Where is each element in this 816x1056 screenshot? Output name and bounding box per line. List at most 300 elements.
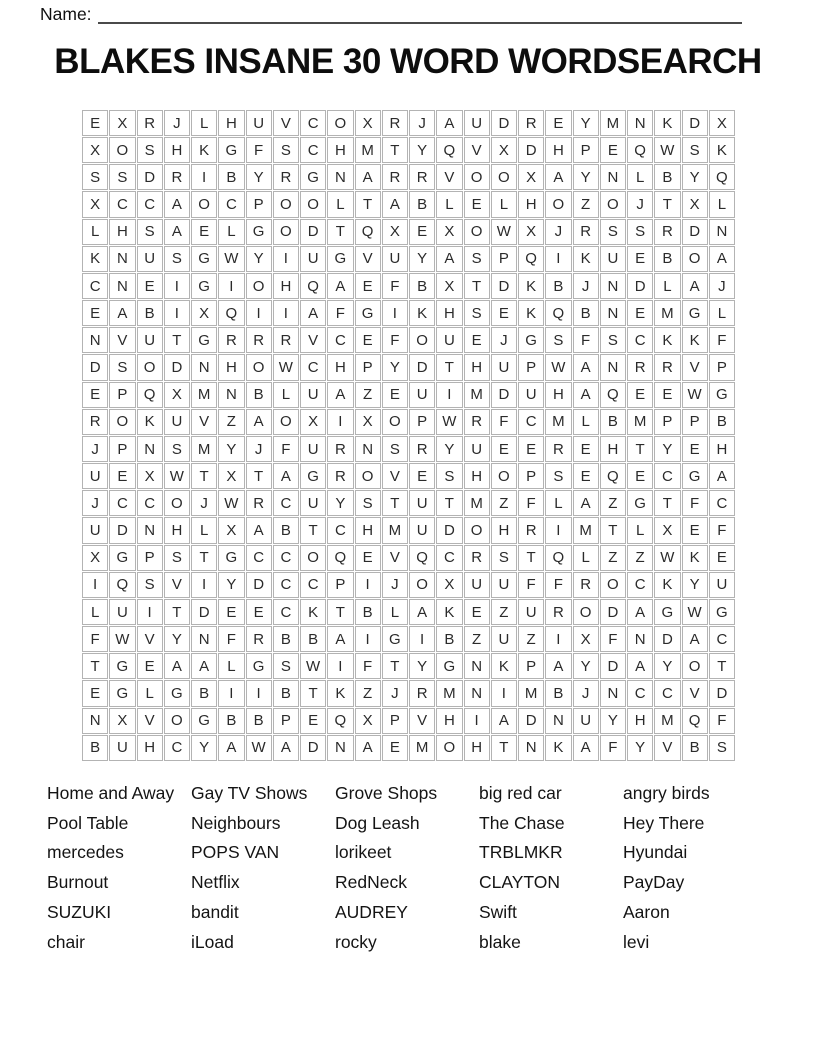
grid-cell: G	[218, 545, 244, 571]
grid-cell: E	[409, 463, 435, 489]
grid-cell: X	[355, 708, 381, 734]
grid-cell: T	[355, 191, 381, 217]
grid-cell: C	[654, 463, 680, 489]
grid-cell: H	[355, 517, 381, 543]
grid-cell: H	[709, 436, 735, 462]
grid-cell: W	[682, 599, 708, 625]
grid-cell: H	[218, 354, 244, 380]
grid-cell: K	[409, 300, 435, 326]
grid-cell: F	[709, 708, 735, 734]
grid-cell: S	[137, 137, 163, 163]
grid-cell: Z	[355, 382, 381, 408]
grid-cell: W	[436, 409, 462, 435]
grid-cell: B	[436, 626, 462, 652]
grid-cell: Y	[218, 572, 244, 598]
grid-cell: O	[246, 273, 272, 299]
grid-cell: X	[654, 517, 680, 543]
grid-cell: B	[191, 680, 217, 706]
grid-cell: Y	[654, 436, 680, 462]
grid-cell: Y	[682, 572, 708, 598]
grid-cell: P	[137, 545, 163, 571]
grid-cell: K	[327, 680, 353, 706]
grid-cell: Y	[246, 246, 272, 272]
grid-cell: A	[627, 599, 653, 625]
grid-cell: P	[273, 708, 299, 734]
grid-cell: Q	[409, 545, 435, 571]
word-list-item: chair	[47, 931, 85, 952]
grid-cell: E	[654, 382, 680, 408]
grid-cell: Y	[627, 735, 653, 761]
grid-cell: I	[82, 572, 108, 598]
grid-cell: K	[545, 735, 571, 761]
grid-cell: C	[273, 490, 299, 516]
grid-cell: N	[82, 327, 108, 353]
grid-cell: I	[273, 300, 299, 326]
grid-cell: U	[409, 490, 435, 516]
grid-cell: A	[409, 599, 435, 625]
grid-cell: P	[573, 137, 599, 163]
grid-cell: V	[137, 708, 163, 734]
grid-cell: R	[573, 219, 599, 245]
grid-cell: H	[436, 708, 462, 734]
grid-cell: L	[436, 191, 462, 217]
grid-cell: O	[109, 409, 135, 435]
grid-cell: O	[545, 191, 571, 217]
grid-cell: D	[246, 572, 272, 598]
grid-cell: N	[600, 164, 626, 190]
grid-cell: M	[545, 409, 571, 435]
grid-cell: V	[682, 354, 708, 380]
grid-cell: Z	[518, 626, 544, 652]
grid-cell: Q	[709, 164, 735, 190]
grid-cell: E	[627, 300, 653, 326]
grid-cell: D	[518, 708, 544, 734]
grid-cell: L	[573, 409, 599, 435]
grid-cell: P	[518, 653, 544, 679]
grid-cell: S	[545, 327, 571, 353]
grid-cell: B	[273, 517, 299, 543]
grid-cell: A	[382, 191, 408, 217]
grid-cell: V	[137, 626, 163, 652]
grid-cell: V	[682, 680, 708, 706]
grid-cell: N	[355, 436, 381, 462]
grid-cell: U	[573, 708, 599, 734]
grid-cell: H	[327, 354, 353, 380]
word-list-column	[479, 779, 623, 957]
grid-cell: O	[436, 735, 462, 761]
grid-cell: L	[82, 599, 108, 625]
grid-cell: B	[218, 708, 244, 734]
grid-cell: F	[273, 436, 299, 462]
grid-cell: W	[109, 626, 135, 652]
grid-cell: E	[573, 463, 599, 489]
grid-cell: U	[464, 572, 490, 598]
grid-cell: U	[300, 246, 326, 272]
grid-cell: B	[409, 191, 435, 217]
grid-cell: P	[109, 382, 135, 408]
grid-cell: D	[82, 354, 108, 380]
grid-cell: S	[109, 354, 135, 380]
grid-cell: U	[300, 436, 326, 462]
grid-cell: G	[164, 680, 190, 706]
grid-cell: T	[654, 191, 680, 217]
grid-cell: A	[573, 490, 599, 516]
grid-cell: A	[545, 164, 571, 190]
grid-cell: L	[627, 517, 653, 543]
word-list-item: SUZUKI	[47, 901, 112, 922]
word-list-item: Dog Leash	[335, 812, 420, 833]
grid-cell: H	[545, 382, 571, 408]
word-list-item: Hey There	[623, 812, 705, 833]
grid-cell: B	[82, 735, 108, 761]
grid-cell: A	[627, 653, 653, 679]
grid-cell: L	[491, 191, 517, 217]
grid-cell: T	[191, 545, 217, 571]
grid-cell: P	[682, 409, 708, 435]
grid-cell: S	[382, 436, 408, 462]
grid-cell: X	[109, 110, 135, 136]
grid-cell: D	[109, 517, 135, 543]
grid-cell: B	[545, 273, 571, 299]
grid-cell: Z	[218, 409, 244, 435]
grid-cell: F	[518, 490, 544, 516]
grid-cell: T	[82, 653, 108, 679]
grid-cell: E	[137, 653, 163, 679]
grid-cell: N	[137, 517, 163, 543]
grid-cell: B	[300, 626, 326, 652]
grid-cell: N	[191, 626, 217, 652]
grid-cell: U	[300, 490, 326, 516]
grid-cell: C	[164, 735, 190, 761]
grid-cell: P	[327, 572, 353, 598]
grid-cell: U	[109, 735, 135, 761]
grid-cell: Y	[382, 354, 408, 380]
grid-cell: A	[327, 382, 353, 408]
grid-cell: D	[654, 626, 680, 652]
grid-cell: T	[382, 490, 408, 516]
name-blank-line	[98, 5, 742, 24]
word-list-item: Swift	[479, 901, 517, 922]
grid-cell: K	[82, 246, 108, 272]
grid-cell: S	[491, 545, 517, 571]
page-title: BLAKES INSANE 30 WORD WORDSEARCH	[54, 42, 762, 81]
grid-cell: V	[464, 137, 490, 163]
grid-cell: I	[491, 680, 517, 706]
grid-cell: S	[709, 735, 735, 761]
grid-cell: W	[545, 354, 571, 380]
grid-cell: O	[246, 354, 272, 380]
grid-cell: D	[491, 382, 517, 408]
grid-cell: T	[627, 436, 653, 462]
word-list-item: PayDay	[623, 872, 685, 893]
word-list-item: Grove Shops	[335, 783, 438, 803]
grid-cell: E	[600, 137, 626, 163]
grid-cell: G	[109, 680, 135, 706]
grid-cell: E	[409, 219, 435, 245]
grid-cell: T	[436, 354, 462, 380]
grid-cell: T	[464, 273, 490, 299]
grid-cell: B	[137, 300, 163, 326]
grid-cell: Y	[600, 708, 626, 734]
grid-cell: O	[109, 137, 135, 163]
grid-cell: E	[82, 110, 108, 136]
grid-cell: C	[627, 572, 653, 598]
grid-cell: C	[218, 191, 244, 217]
grid-cell: N	[327, 735, 353, 761]
grid-cell: K	[518, 273, 544, 299]
grid-cell: I	[164, 300, 190, 326]
grid-cell: G	[518, 327, 544, 353]
grid-cell: S	[109, 164, 135, 190]
grid-cell: Q	[682, 708, 708, 734]
grid-cell: G	[109, 653, 135, 679]
grid-cell: L	[573, 545, 599, 571]
grid-cell: Y	[573, 653, 599, 679]
grid-cell: D	[191, 599, 217, 625]
grid-cell: R	[382, 110, 408, 136]
word-list-item: AUDREY	[335, 901, 408, 922]
grid-cell: H	[109, 219, 135, 245]
grid-cell: C	[627, 327, 653, 353]
grid-cell: F	[600, 735, 626, 761]
grid-cell: U	[246, 110, 272, 136]
grid-cell: D	[491, 110, 517, 136]
grid-cell: U	[164, 409, 190, 435]
grid-cell: L	[82, 219, 108, 245]
grid-cell: R	[654, 219, 680, 245]
grid-cell: D	[300, 735, 326, 761]
grid-cell: V	[382, 545, 408, 571]
grid-cell: N	[600, 354, 626, 380]
grid-cell: O	[573, 599, 599, 625]
word-list-item: angry birds	[623, 783, 710, 803]
grid-cell: X	[436, 572, 462, 598]
grid-cell: A	[273, 735, 299, 761]
grid-cell: X	[355, 409, 381, 435]
grid-cell: E	[218, 599, 244, 625]
grid-cell: A	[573, 354, 599, 380]
grid-cell: F	[382, 273, 408, 299]
grid-cell: V	[409, 708, 435, 734]
grid-cell: Z	[573, 191, 599, 217]
grid-cell: V	[654, 735, 680, 761]
grid-cell: H	[545, 137, 571, 163]
word-list-item: mercedes	[47, 842, 124, 863]
grid-cell: Y	[246, 164, 272, 190]
word-list-item: Netflix	[191, 872, 240, 893]
grid-cell: F	[682, 490, 708, 516]
grid-cell: X	[436, 219, 462, 245]
grid-cell: N	[627, 110, 653, 136]
grid-cell: B	[218, 164, 244, 190]
grid-cell: T	[382, 653, 408, 679]
grid-cell: A	[709, 463, 735, 489]
grid-cell: R	[218, 327, 244, 353]
grid-cell: Y	[191, 735, 217, 761]
grid-cell: P	[355, 354, 381, 380]
grid-cell: W	[654, 137, 680, 163]
grid-cell: J	[545, 219, 571, 245]
grid-cell: W	[300, 653, 326, 679]
grid-cell: S	[545, 463, 571, 489]
grid-cell: R	[518, 517, 544, 543]
grid-cell: K	[654, 572, 680, 598]
wordsearch-grid	[82, 110, 735, 761]
grid-cell: R	[545, 599, 571, 625]
grid-cell: N	[218, 382, 244, 408]
grid-cell: Y	[682, 164, 708, 190]
grid-cell: O	[382, 409, 408, 435]
grid-cell: Q	[545, 300, 571, 326]
grid-cell: N	[191, 354, 217, 380]
word-list-item: TRBLMKR	[479, 842, 563, 863]
word-list-column	[335, 779, 479, 957]
grid-cell: M	[600, 110, 626, 136]
grid-cell: R	[273, 164, 299, 190]
grid-cell: K	[518, 300, 544, 326]
word-list-column	[191, 779, 335, 957]
word-list-item: bandit	[191, 901, 239, 922]
grid-cell: C	[436, 545, 462, 571]
name-row	[40, 2, 742, 24]
grid-cell: X	[164, 382, 190, 408]
grid-cell: F	[709, 327, 735, 353]
grid-cell: J	[191, 490, 217, 516]
grid-cell: M	[436, 680, 462, 706]
grid-cell: O	[600, 191, 626, 217]
grid-cell: S	[682, 137, 708, 163]
grid-cell: I	[545, 626, 571, 652]
grid-cell: F	[246, 137, 272, 163]
grid-cell: P	[382, 708, 408, 734]
grid-cell: X	[709, 110, 735, 136]
grid-cell: O	[409, 572, 435, 598]
word-list-column	[47, 779, 191, 957]
grid-cell: J	[82, 436, 108, 462]
word-list	[47, 779, 767, 957]
grid-cell: U	[382, 246, 408, 272]
grid-cell: S	[600, 327, 626, 353]
grid-cell: O	[409, 327, 435, 353]
grid-cell: X	[518, 219, 544, 245]
grid-cell: E	[82, 680, 108, 706]
grid-cell: Z	[600, 490, 626, 516]
grid-cell: O	[164, 490, 190, 516]
grid-cell: X	[109, 708, 135, 734]
grid-cell: G	[218, 137, 244, 163]
grid-cell: S	[273, 137, 299, 163]
grid-cell: H	[327, 137, 353, 163]
grid-cell: Q	[300, 273, 326, 299]
grid-cell: M	[654, 300, 680, 326]
grid-cell: G	[436, 653, 462, 679]
grid-cell: H	[464, 735, 490, 761]
grid-cell: D	[600, 599, 626, 625]
word-list-item: Gay TV Shows	[191, 783, 308, 803]
grid-cell: D	[709, 680, 735, 706]
grid-cell: E	[545, 110, 571, 136]
grid-cell: N	[709, 219, 735, 245]
grid-cell: Q	[600, 463, 626, 489]
grid-cell: O	[191, 191, 217, 217]
grid-cell: H	[518, 191, 544, 217]
grid-cell: Y	[436, 436, 462, 462]
grid-cell: B	[600, 409, 626, 435]
grid-cell: U	[409, 382, 435, 408]
grid-cell: Y	[654, 653, 680, 679]
grid-cell: D	[300, 219, 326, 245]
grid-cell: N	[518, 735, 544, 761]
grid-cell: L	[191, 517, 217, 543]
word-list-item: Hyundai	[623, 842, 688, 863]
grid-cell: I	[218, 680, 244, 706]
grid-cell: E	[382, 382, 408, 408]
word-list-item: blake	[479, 931, 521, 952]
grid-cell: L	[273, 382, 299, 408]
grid-cell: K	[682, 327, 708, 353]
grid-cell: V	[191, 409, 217, 435]
grid-cell: R	[164, 164, 190, 190]
grid-cell: V	[436, 164, 462, 190]
grid-cell: A	[709, 246, 735, 272]
grid-cell: Z	[600, 545, 626, 571]
grid-cell: W	[218, 490, 244, 516]
grid-cell: X	[218, 517, 244, 543]
grid-cell: M	[573, 517, 599, 543]
grid-cell: Q	[137, 382, 163, 408]
grid-cell: E	[627, 463, 653, 489]
grid-cell: B	[545, 680, 571, 706]
grid-cell: E	[682, 517, 708, 543]
grid-cell: L	[654, 273, 680, 299]
grid-cell: E	[355, 327, 381, 353]
grid-cell: X	[300, 409, 326, 435]
grid-cell: F	[82, 626, 108, 652]
grid-cell: Q	[327, 708, 353, 734]
grid-cell: R	[409, 680, 435, 706]
grid-cell: A	[191, 653, 217, 679]
grid-cell: B	[246, 708, 272, 734]
grid-cell: A	[246, 409, 272, 435]
grid-cell: M	[355, 137, 381, 163]
grid-cell: A	[273, 463, 299, 489]
grid-cell: G	[682, 300, 708, 326]
grid-cell: I	[436, 382, 462, 408]
grid-cell: S	[436, 463, 462, 489]
grid-cell: O	[300, 191, 326, 217]
grid-cell: K	[436, 599, 462, 625]
grid-cell: R	[518, 110, 544, 136]
grid-cell: A	[545, 653, 571, 679]
grid-cell: A	[300, 300, 326, 326]
grid-cell: G	[300, 164, 326, 190]
grid-cell: U	[137, 246, 163, 272]
grid-cell: P	[518, 354, 544, 380]
grid-cell: V	[300, 327, 326, 353]
grid-cell: H	[491, 517, 517, 543]
grid-cell: L	[137, 680, 163, 706]
word-list-item: Pool Table	[47, 812, 129, 833]
grid-cell: O	[355, 463, 381, 489]
grid-cell: A	[164, 653, 190, 679]
grid-cell: A	[573, 735, 599, 761]
grid-cell: R	[327, 436, 353, 462]
grid-cell: B	[409, 273, 435, 299]
grid-cell: D	[518, 137, 544, 163]
grid-cell: S	[627, 219, 653, 245]
grid-cell: O	[682, 246, 708, 272]
grid-cell: E	[518, 436, 544, 462]
